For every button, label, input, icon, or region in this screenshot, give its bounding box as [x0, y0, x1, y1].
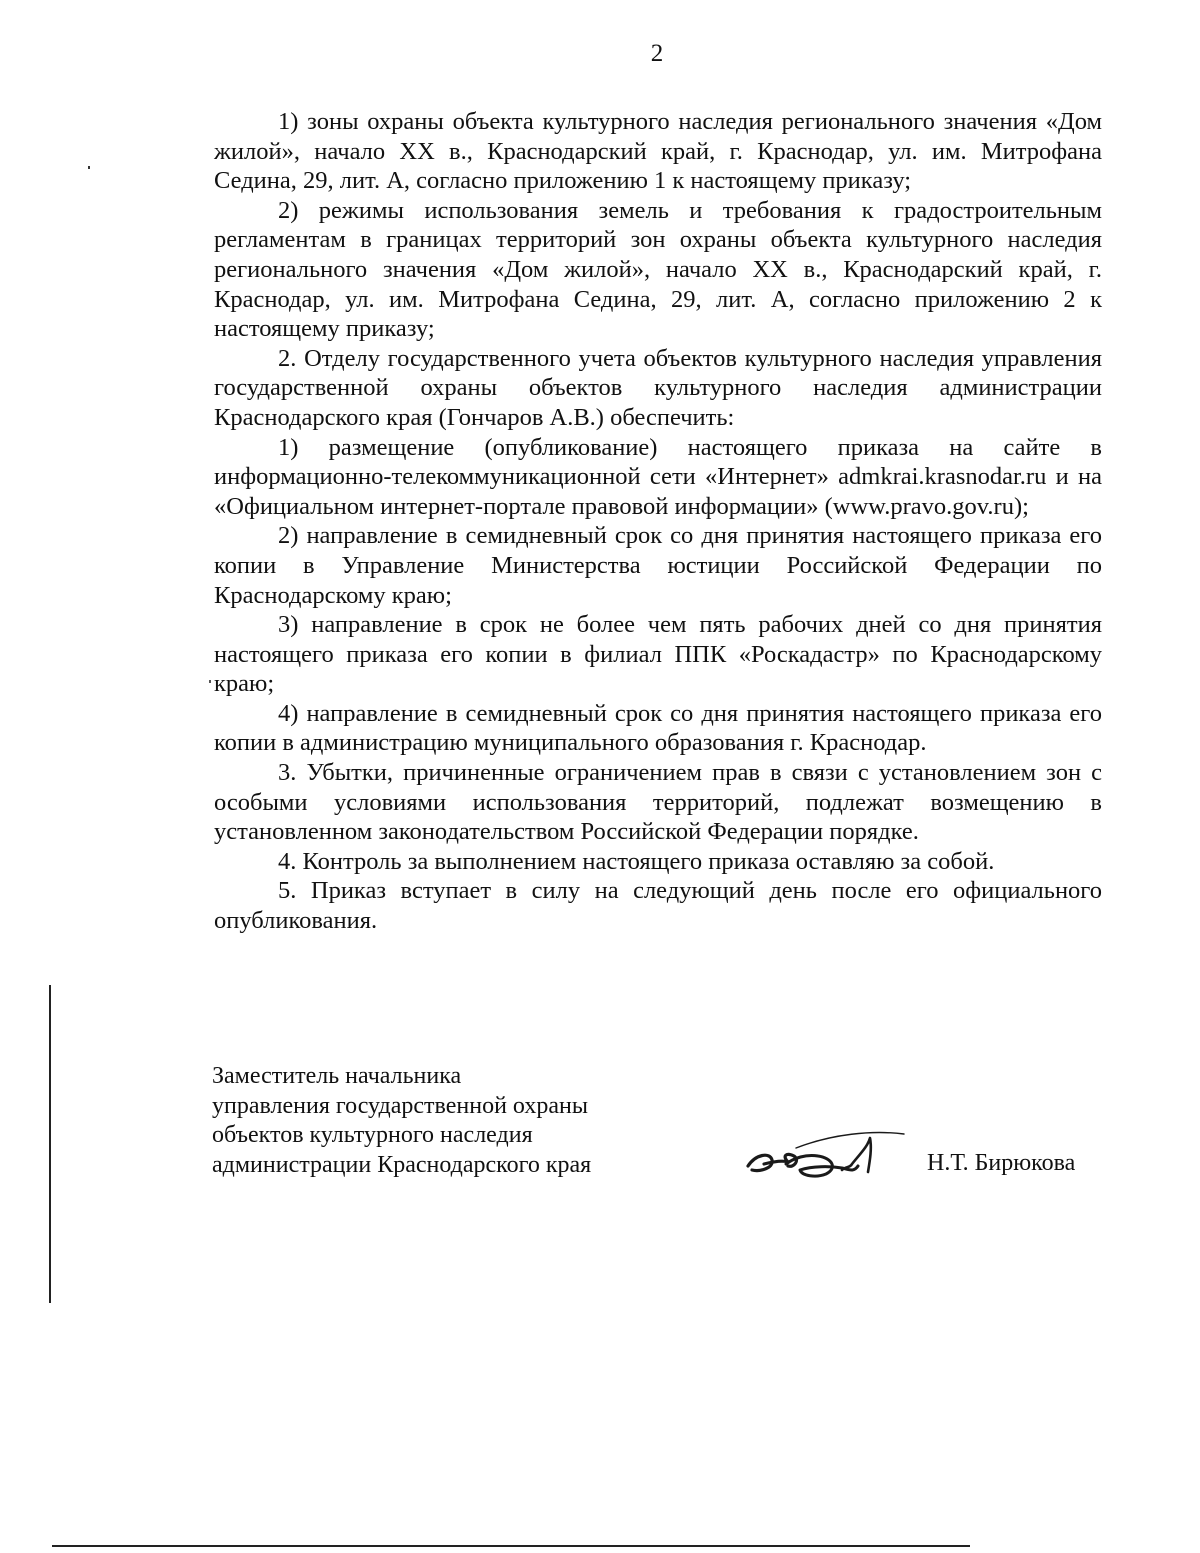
signatory-position-line: администрации Краснодарского края — [212, 1151, 592, 1178]
paragraph-item-1-2: 2) режимы использования земель и требования к градостроительным регламентам в границах территорий зон охраны объекта культурного наследия регионального значения «Дом жилой», начало XX в., Краснодарский край, г. Краснодар, ул. им. Митрофана Седина, 29, лит. А, согласно приложению 2 к настоящему приказу; — [214, 196, 1102, 343]
page-number: 2 — [650, 40, 664, 67]
scan-artifact-dot — [209, 680, 211, 683]
scan-edge-line — [52, 1545, 970, 1547]
scan-edge-line — [49, 985, 51, 1303]
handwritten-signature — [742, 1126, 912, 1186]
paragraph-section-5: 5. Приказ вступает в силу на следующий день после его официального опубликования. — [214, 877, 1102, 935]
paragraph-item-2-1: 1) размещение (опубликование) настоящего приказа на сайте в информационно-телекоммуникационной сети «Интернет» admkrai.krasnodar.ru и на «Официальном интернет-портале правовой информации» (www.pravo.gov.ru); — [214, 433, 1102, 520]
paragraph-item-2-2: 2) направление в семидневный срок со дня принятия настоящего приказа его копии в Управление Министерства юстиции Российской Федерации по Краснодарскому краю; — [214, 522, 1102, 609]
signatory-position-line: объектов культурного наследия — [212, 1122, 533, 1149]
signatory-position-line: управления государственной охраны — [212, 1092, 588, 1119]
signatory-position-line: Заместитель начальника — [212, 1063, 462, 1089]
paragraph-item-2-4: 4) направление в семидневный срок со дня принятия настоящего приказа его копии в администрацию муниципального образования г. Краснодар. — [214, 699, 1102, 757]
paragraph-section-4: 4. Контроль за выполнением настоящего приказа оставляю за собой. — [278, 847, 995, 875]
paragraph-section-2: 2. Отделу государственного учета объектов культурного наследия управления государственной охраны объектов культурного наследия администрации Краснодарского края (Гончаров А.В.) обеспечить: — [214, 344, 1102, 431]
signatory-name: Н.Т. Бирюкова — [927, 1150, 1076, 1176]
paragraph-item-1-1: 1) зоны охраны объекта культурного наследия регионального значения «Дом жилой», начало XX в., Краснодарский край, г. Краснодар, ул. им. Митрофана Седина, 29, лит. А, согласно приложению 1 к настоящему приказу; — [214, 108, 1102, 195]
document-body — [214, 107, 1102, 936]
paragraph-section-3: 3. Убытки, причиненные ограничением прав в связи с установлением зон с особыми условиями использования территорий, подлежат возмещению в установленном законодательством Российской Федерации порядке. — [214, 759, 1102, 846]
paragraph-item-2-3: 3) направление в срок не более чем пять рабочих дней со дня принятия настоящего приказа его копии в филиал ППК «Роскадастр» по Краснодарскому краю; — [214, 611, 1102, 698]
scan-artifact-dot — [88, 166, 90, 169]
